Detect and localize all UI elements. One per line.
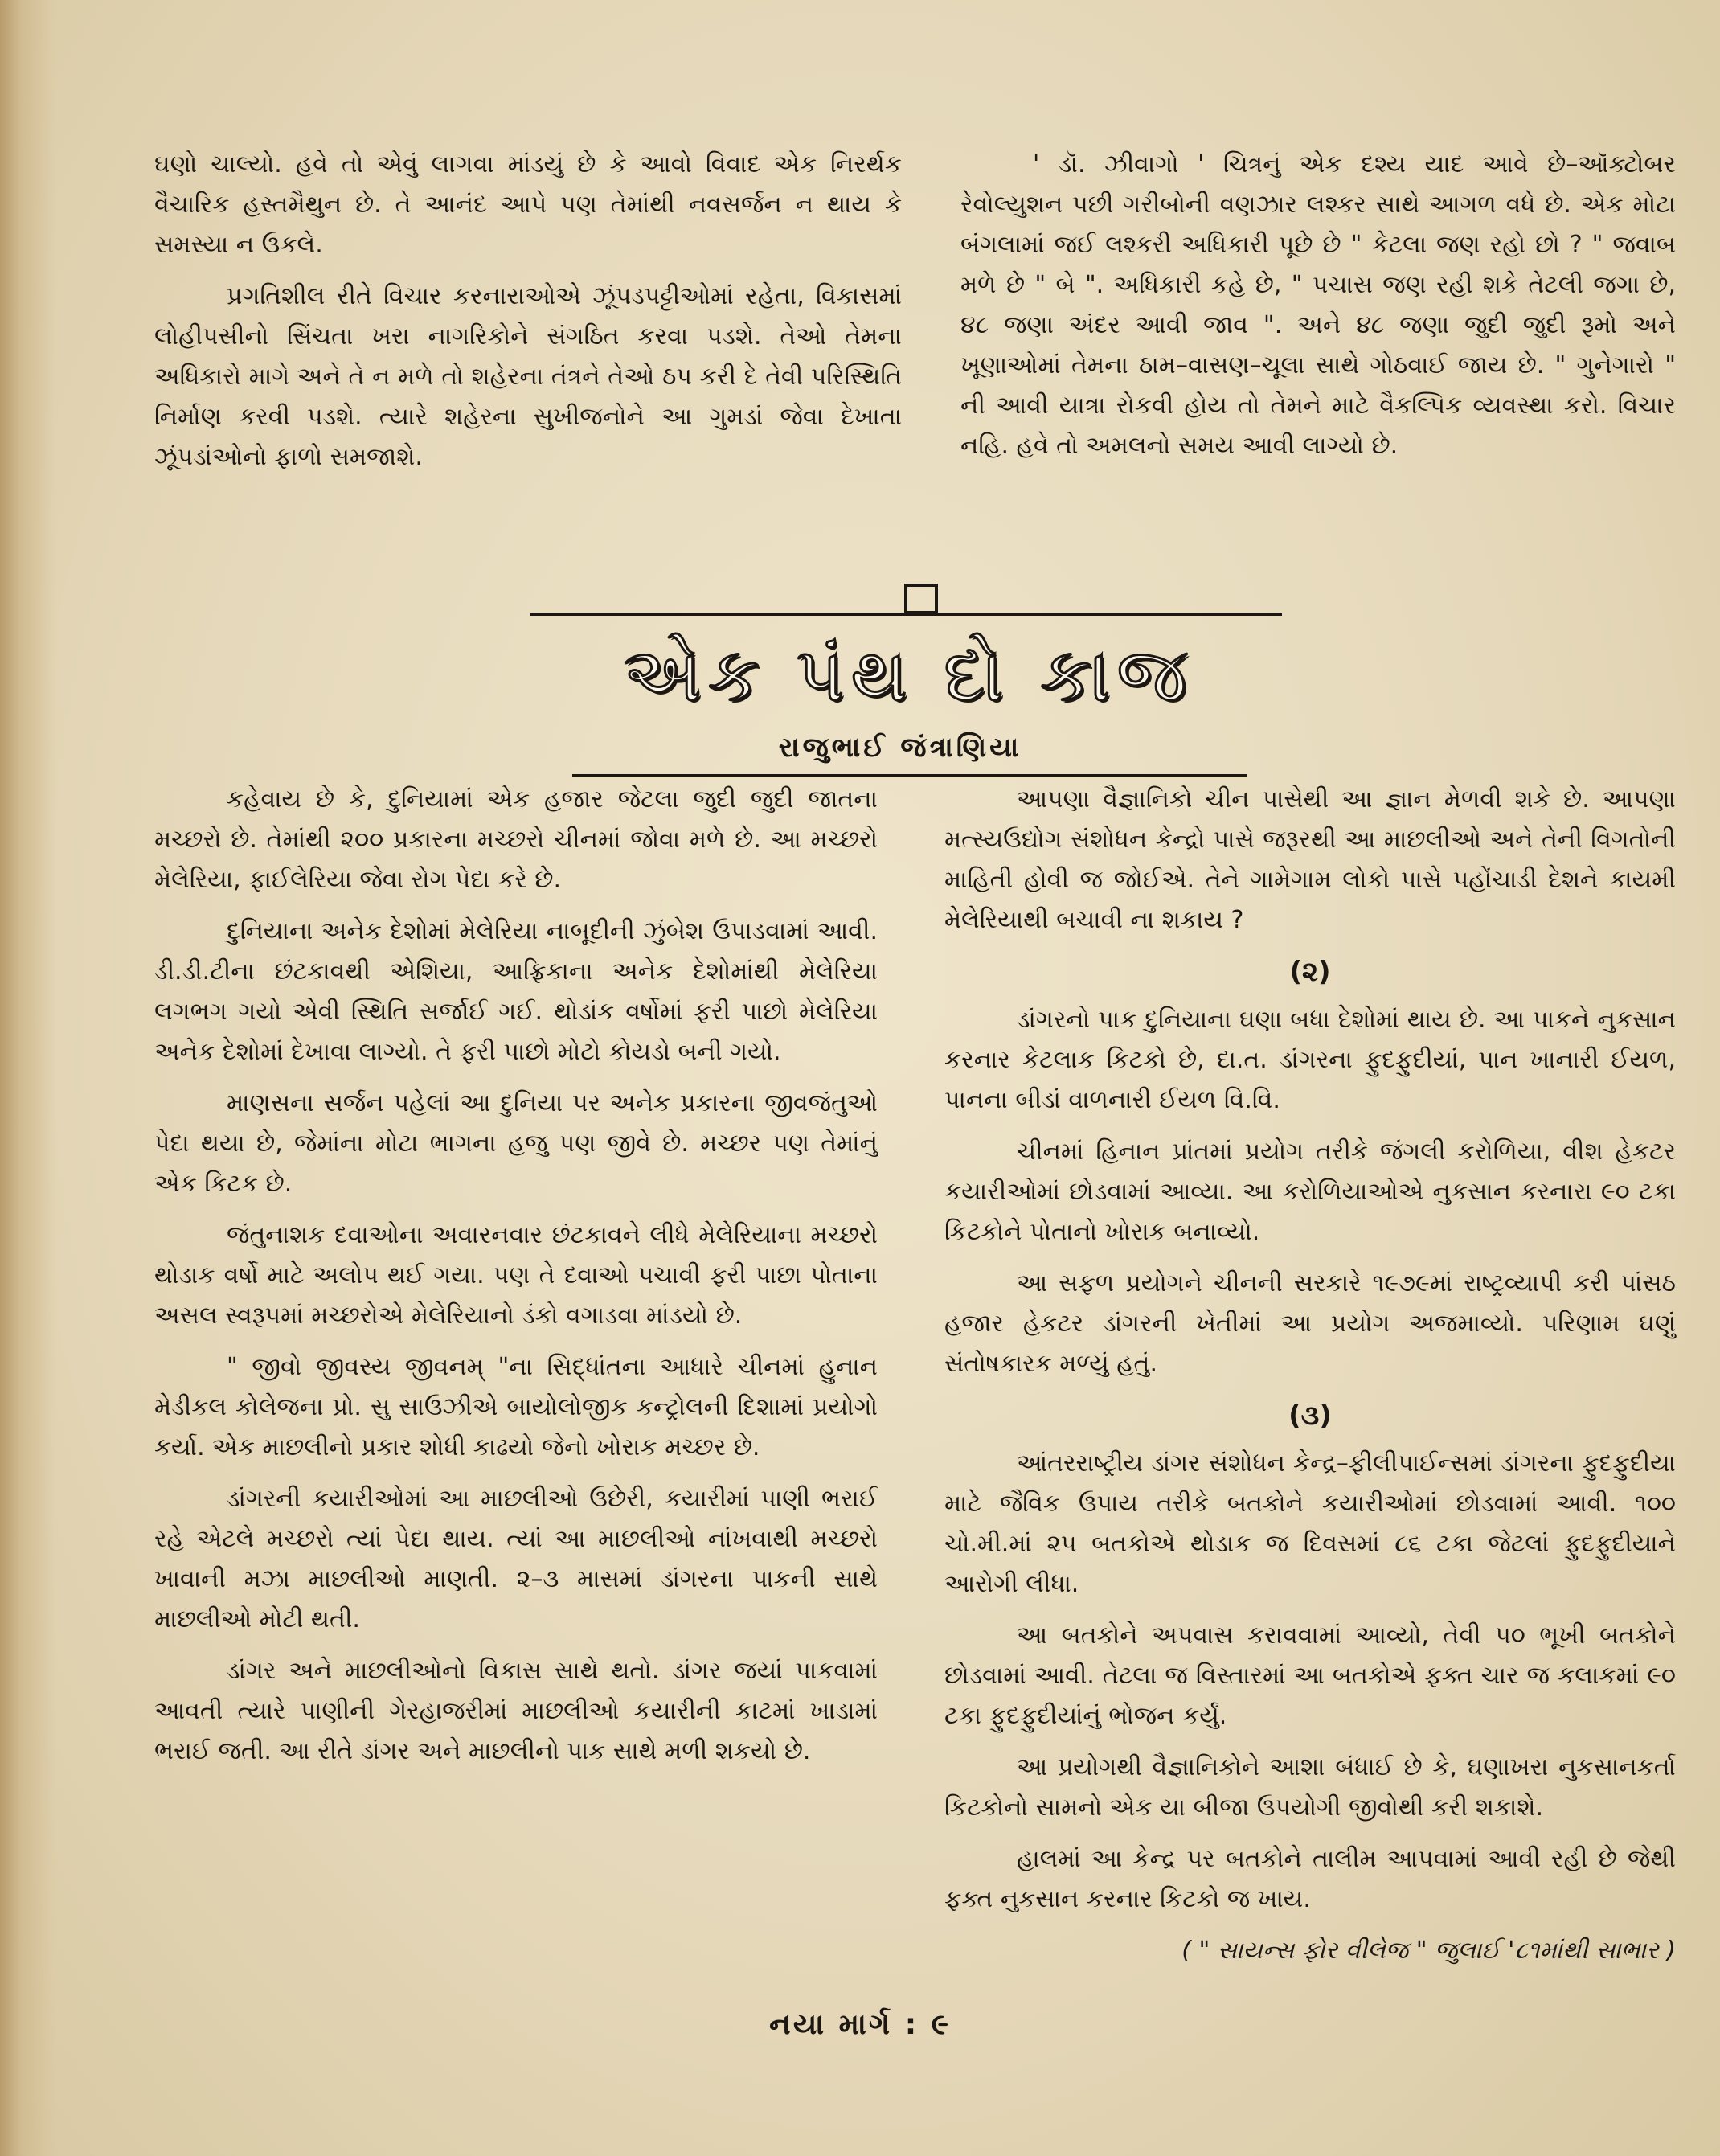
paragraph: " જીવો જીવસ્ય જીવનમ્ "ના સિદ્ધાંતના આધારે ચીનમાં હુનાન મેડીકલ કોલેજના પ્રો. સુ સાઉઝીએ બાયોલોજીક કન્ટ્રોલની દિશામાં પ્રયોગો કર્યા. એક માછલીનો પ્રકાર શોધી કાઢયો જેનો ખોરાક મચ્છર છે. bbox=[154, 1353, 878, 1461]
paragraph: હાલમાં આ કેન્દ્ર પર બતકોને તાલીમ આપવામાં આવી રહી છે જેથી ફક્ત નુકસાન કરનાર કિટકો જ ખાય. bbox=[944, 1845, 1676, 1913]
article-title: એક પંથ દો કાજ bbox=[623, 632, 1194, 718]
section-number: (૩) bbox=[1288, 1400, 1332, 1432]
paragraph: આ સફળ પ્રયોગને ચીનની સરકારે ૧૯૭૯માં રાષ્ટ્રવ્યાપી કરી પાંસઠ હજાર હેકટર ડાંગરની ખેતીમાં આ પ્રયોગ અજમાવ્યો. પરિણામ ઘણું સંતોષકારક મળ્યું હતું. bbox=[944, 1269, 1676, 1378]
paragraph: માણસના સર્જન પહેલાં આ દુનિયા પર અનેક પ્રકારના જીવજંતુઓ પેદા થયા છે, જેમાંના મોટા ભાગના હજુ પણ જીવે છે. મચ્છર પણ તેમાંનું એક કિટક છે. bbox=[154, 1089, 878, 1198]
top-right-column bbox=[960, 145, 1676, 478]
paragraph: પ્રગતિશીલ રીતે વિચાર કરનારાઓએ ઝૂંપડપટ્ટીઓમાં રહેતા, વિકાસમાં લોહીપસીનો સિંચતા ખરા નાગરિકોને સંગઠિત કરવા પડશે. તેઓ તેમના અધિકારો માગે અને તે ન મળે તો શહેરના તંત્રને તેઓ ઠપ કરી દે તેવી પરિસ્થિતિ નિર્માણ કરવી પડશે. ત્યારે શહેરના સુખીજનોને આ ગુમડાં જેવા દેખાતા ઝૂંપડાંઓનો ફાળો સમજાશે. bbox=[154, 282, 902, 471]
title-rule-top bbox=[530, 613, 1282, 616]
paragraph: ડાંગર અને માછલીઓનો વિકાસ સાથે થતો. ડાંગર જયાં પાકવામાં આવતી ત્યારે પાણીની ગેરહાજરીમાં માછલીઓ કયારીની કાટમાં ખાડામાં ભરાઈ જતી. આ રીતે ડાંગર અને માછલીનો પાક સાથે મળી શકયો છે. bbox=[154, 1657, 878, 1765]
paragraph: ડાંગરનો પાક દુનિયાના ઘણા બધા દેશોમાં થાય છે. આ પાકને નુકસાન કરનાર કેટલાક કિટકો છે, દા.ત. ડાંગરના ફુદફુદીયાં, પાન ખાનારી ઈયળ, પાનના બીડાં વાળનારી ઈયળ વિ.વિ. bbox=[944, 1006, 1676, 1114]
section-number: (૨) bbox=[1289, 956, 1331, 988]
paragraph: આ બતકોને અપવાસ કરાવવામાં આવ્યો, તેવી ૫૦ ભૂખી બતકોને છોડવામાં આવી. તેટલા જ વિસ્તારમાં આ બતકોએ ફક્ત ચાર જ કલાકમાં ૯૦ ટકા ફુદફુદીયાંનું ભોજન કર્યું. bbox=[944, 1621, 1676, 1730]
article-author: રાજુભાઈ જંત્રાણિયા bbox=[778, 732, 1022, 764]
paragraph: દુનિયાના અનેક દેશોમાં મેલેરિયા નાબૂદીની ઝુંબેશ ઉપાડવામાં આવી. ડી.ડી.ટીના છંટકાવથી એશિયા, આફ્રિકાના અનેક દેશોમાંથી મેલેરિયા લગભગ ગયો એવી સ્થિતિ સર્જાઈ ગઈ. થોડાંક વર્ષોમાં ફરી પાછો મેલેરિયા અનેક દેશોમાં દેખાવા લાગ્યો. તે ફરી પાછો મોટો કોયડો બની ગયો. bbox=[154, 917, 878, 1066]
article-right-column bbox=[944, 780, 1676, 1971]
paragraph: ' ડૉ. ઝીવાગો ' ચિત્રનું એક દશ્ય યાદ આવે છે–ઑક્ટોબર રેવોલ્યુશન પછી ગરીબોની વણઝાર લશ્કર સાથે આગળ વધે છે. એક મોટા બંગલામાં જઈ લશ્કરી અધિકારી પૂછે છે " કેટલા જણ રહો છો ? " જવાબ મળે છે " બે ". અધિકારી કહે છે, " પચાસ જણ રહી શકે તેટલી જગા છે, ૪૮ જણા અંદર આવી જાવ ". અને ૪૮ જણા જુદી જુદી રૂમો અને ખૂણાઓમાં તેમના ઠામ–વાસણ–ચૂલા સાથે ગોઠવાઈ જાય છે. " ગુનેગારો " ની આવી યાત્રા રોકવી હોય તો તેમને માટે વૈકલ્પિક વ્યવસ્થા કરો. વિચાર નહિ. હવે તો અમલનો સમય આવી લાગ્યો છે. bbox=[960, 150, 1676, 460]
paragraph: ઘણો ચાલ્યો. હવે તો એવું લાગવા માંડયું છે કે આવો વિવાદ એક નિરર્થક વૈચારિક હસ્તમૈથુન છે. તે આનંદ આપે પણ તેમાંથી નવસર્જન ન થાય કે સમસ્યા ન ઉકલે. bbox=[154, 150, 902, 259]
article-left-column bbox=[154, 780, 878, 1783]
paragraph: આંતરરાષ્ટ્રીય ડાંગર સંશોધન કેન્દ્ર–ફીલીપાઈન્સમાં ડાંગરના ફુદફુદીયા માટે જૈવિક ઉપાય તરીકે બતકોને કયારીઓમાં છોડવામાં આવી. ૧૦૦ ચો.મી.માં ૨૫ બતકોએ થોડાક જ દિવસમાં ૮૬ ટકા જેટલાં ફુદફુદીયાને આરોગી લીધા. bbox=[944, 1449, 1676, 1598]
paragraph: ડાંગરની કયારીઓમાં આ માછલીઓ ઉછેરી, કયારીમાં પાણી ભરાઈ રહે એટલે મચ્છરો ત્યાં પેદા થાય. ત્યાં આ માછલીઓ નાંખવાથી મચ્છરો ખાવાની મઝા માછલીઓ માણતી. ૨–૩ માસમાં ડાંગરના પાકની સાથે માછલીઓ મોટી થતી. bbox=[154, 1485, 878, 1633]
paragraph: આપણા વૈજ્ઞાનિકો ચીન પાસેથી આ જ્ઞાન મેળવી શકે છે. આપણા મત્સ્યઉદ્યોગ સંશોધન કેન્દ્રો પાસે જરૂરથી આ માછલીઓ અને તેની વિગતોની માહિતી હોવી જ જોઈએ. તેને ગામેગામ લોકો પાસે પહોંચાડી દેશને કાયમી મેલેરિયાથી બચાવી ના શકાય ? bbox=[944, 785, 1676, 934]
paragraph: આ પ્રયોગથી વૈજ્ઞાનિકોને આશા બંધાઈ છે કે, ઘણાખરા નુકસાનકર્તા કિટકોનો સામનો એક યા બીજા ઉપયોગી જીવોથી કરી શકાશે. bbox=[944, 1753, 1676, 1822]
page-footer: નયા માર્ગ : ૯ bbox=[769, 2008, 951, 2041]
paragraph: જંતુનાશક દવાઓના અવારનવાર છંટકાવને લીધે મેલેરિયાના મચ્છરો થોડાક વર્ષો માટે અલોપ થઈ ગયા. પણ તે દવાઓ પચાવી ફરી પાછા પોતાના અસલ સ્વરૂપમાં મચ્છરોએ મેલેરિયાનો ડંકો વગાડવા માંડયો છે. bbox=[154, 1221, 878, 1330]
top-left-column bbox=[154, 145, 902, 489]
page-edge bbox=[0, 0, 56, 2156]
paragraph: કહેવાય છે કે, દુનિયામાં એક હજાર જેટલા જુદી જુદી જાતના મચ્છરો છે. તેમાંથી ૨૦૦ પ્રકારના મચ્છરો ચીનમાં જોવા મળે છે. આ મચ્છરો મેલેરિયા, ફાઈલેરિયા જેવા રોગ પેદા કરે છે. bbox=[154, 785, 878, 894]
paragraph: ચીનમાં હિનાન પ્રાંતમાં પ્રયોગ તરીકે જંગલી કરોળિયા, વીશ હેકટર કયારીઓમાં છોડવામાં આવ્યા. આ કરોળિયાઓએ નુકસાન કરનારા ૯૦ ટકા કિટકોને પોતાનો ખોરાક બનાવ્યો. bbox=[944, 1137, 1676, 1246]
section-divider-box bbox=[904, 584, 938, 614]
source-credit: ( " સાયન્સ ફોર વીલેજ " જુલાઈ '૮૧માંથી સાભાર ) bbox=[1181, 1937, 1676, 1965]
title-rule-bottom bbox=[572, 774, 1247, 777]
